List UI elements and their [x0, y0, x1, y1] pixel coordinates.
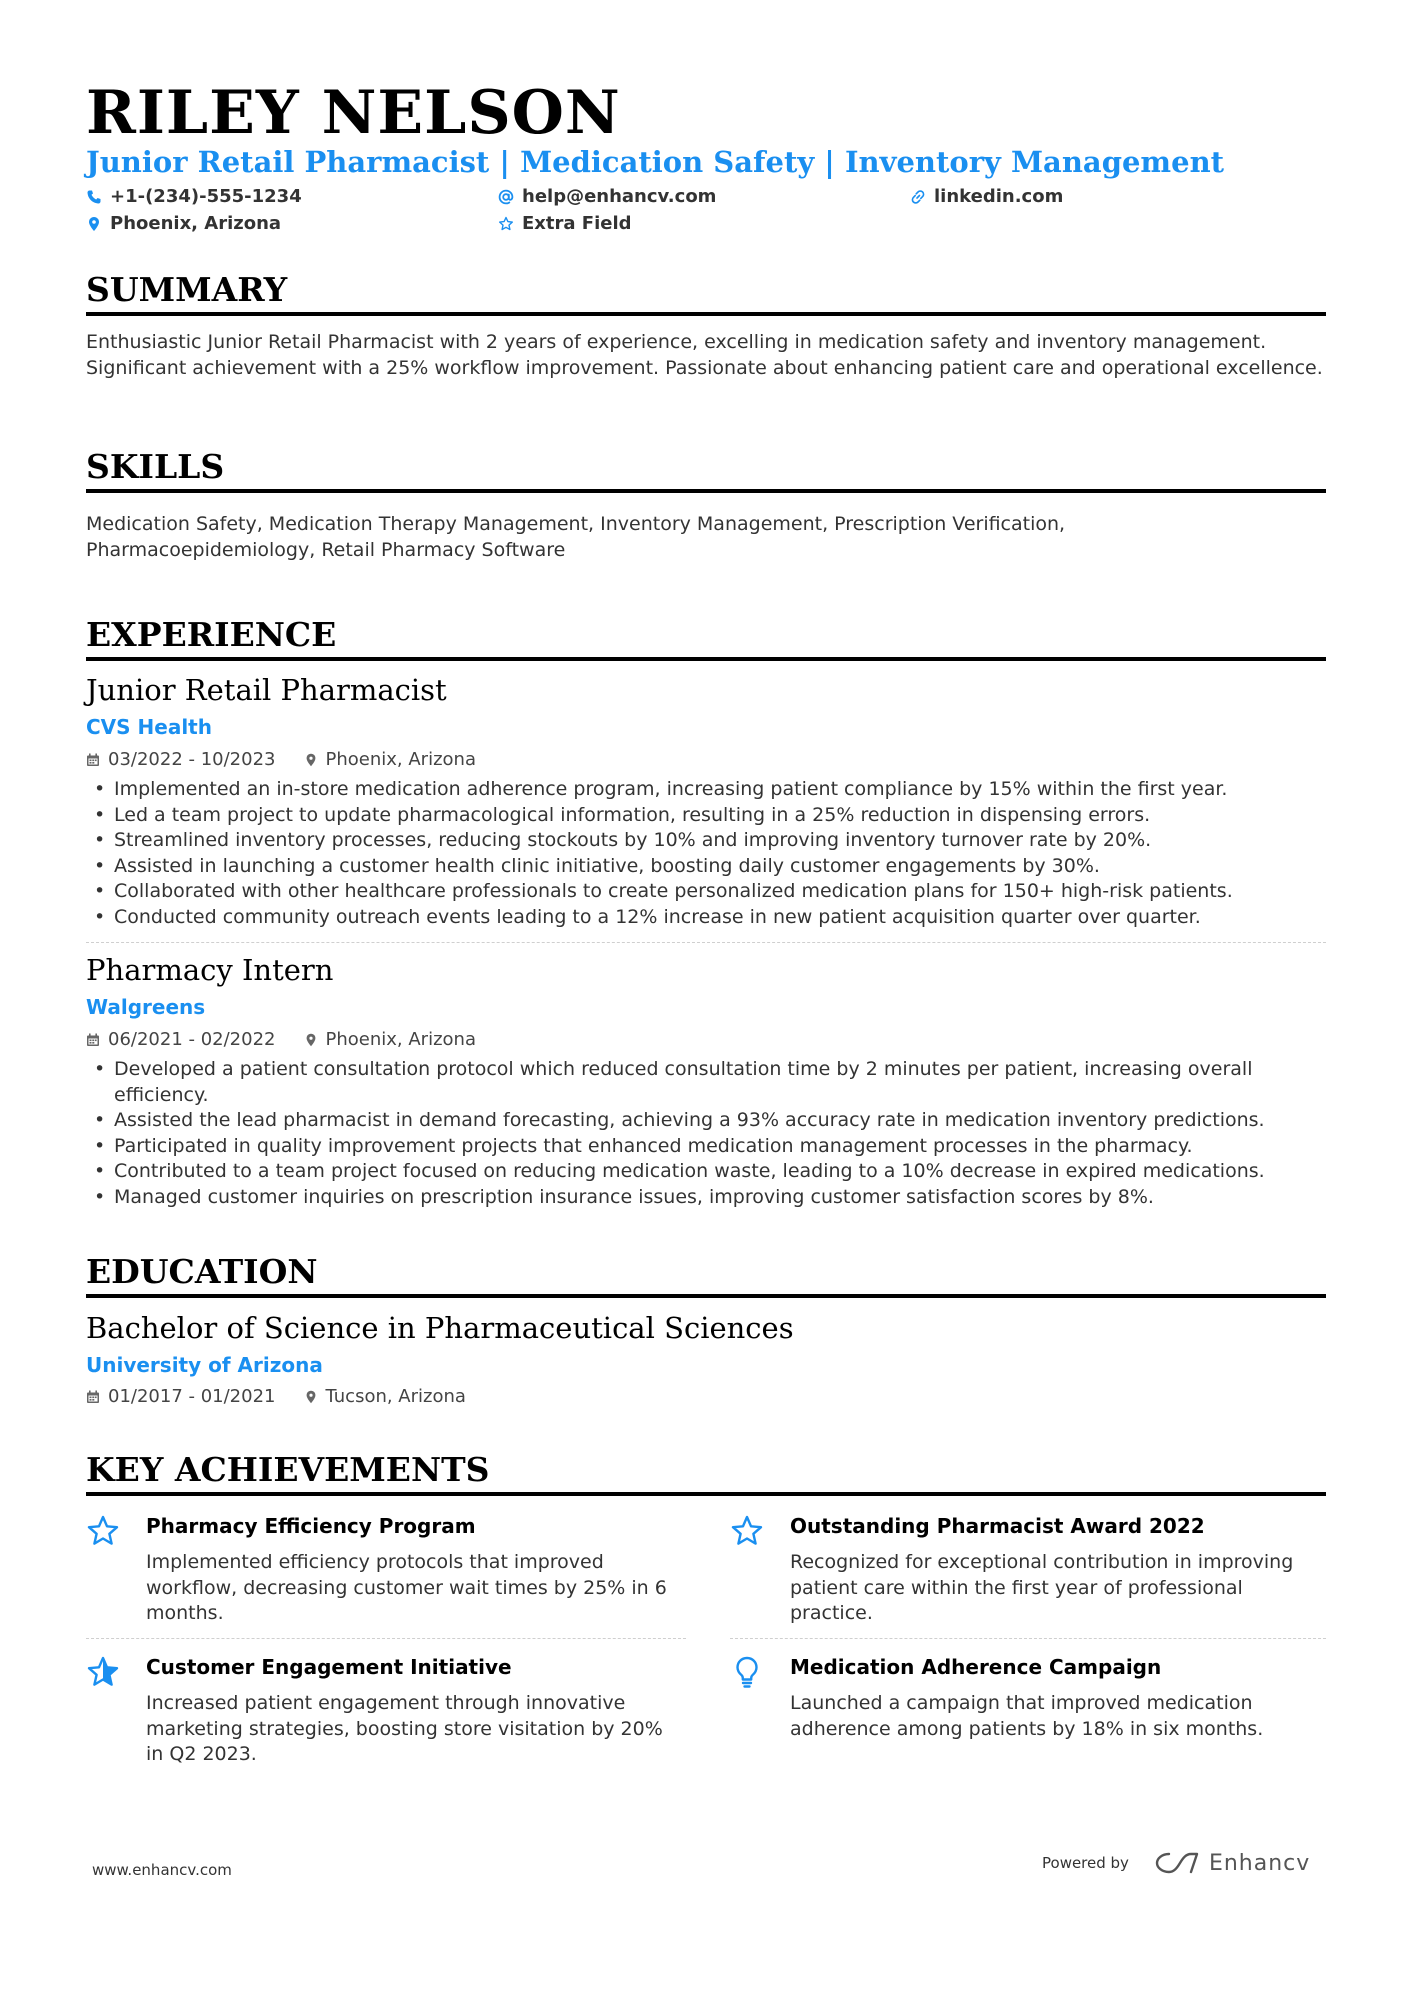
list-item: • Conducted community outreach events leading to a 12% increase in new patient acquisition quarter over quarter. — [86, 905, 1326, 931]
list-item: • Participated in quality improvement projects that enhanced medication management processes in the pharmacy. — [86, 1134, 1326, 1160]
divider — [730, 1638, 1326, 1639]
map-pin-icon — [304, 1390, 318, 1404]
contact-linkedin[interactable] — [910, 185, 1063, 209]
footer-website[interactable]: www.enhancv.com — [92, 1861, 232, 1879]
job-location: Phoenix, Arizona — [325, 1029, 476, 1050]
list-item: • Led a team project to update pharmacological information, resulting in a 25% reduction in dispensing errors. — [86, 803, 1326, 829]
contact-extra — [498, 212, 632, 236]
linkedin-text: linkedin.com — [934, 186, 1064, 207]
list-item: • Managed customer inquiries on prescription insurance issues, improving customer satisfaction scores by 8%. — [86, 1185, 1326, 1211]
star-filled-icon — [86, 1655, 120, 1689]
education-degree: Bachelor of Science in Pharmaceutical Sciences — [86, 1311, 794, 1345]
map-pin-icon — [86, 216, 102, 232]
job-role: Pharmacy Intern — [86, 953, 334, 987]
education-location: Tucson, Arizona — [325, 1386, 466, 1407]
location-text: Phoenix, Arizona — [110, 213, 282, 234]
calendar-icon — [86, 1390, 100, 1404]
job-company[interactable]: CVS Health — [86, 715, 212, 739]
divider — [86, 1638, 686, 1639]
lightbulb-icon — [730, 1655, 764, 1689]
achievement-title: Customer Engagement Initiative — [146, 1655, 512, 1679]
star-outline-icon — [86, 1514, 120, 1548]
achievement-title: Medication Adherence Campaign — [790, 1655, 1162, 1679]
achievement-desc: Implemented efficiency protocols that improved workflow, decreasing customer wait times by 25% in 6 months. — [146, 1551, 667, 1624]
education-school[interactable]: University of Arizona — [86, 1353, 323, 1377]
job-bullets — [86, 1057, 1326, 1210]
job-location: Phoenix, Arizona — [325, 749, 476, 770]
list-item: • Contributed to a team project focused on reducing medication waste, leading to a 10% decrease in expired medications. — [86, 1159, 1326, 1185]
at-sign-icon — [498, 189, 514, 205]
section-title-skills: SKILLS — [86, 447, 1326, 493]
footer-brand[interactable] — [1042, 1850, 1310, 1876]
extra-text: Extra Field — [522, 213, 632, 234]
section-title-summary: SUMMARY — [86, 270, 1326, 316]
phone-icon — [86, 189, 102, 205]
candidate-headline: Junior Retail Pharmacist | Medication Safety | Inventory Management — [86, 145, 1225, 179]
enhancv-logo-icon — [1153, 1850, 1201, 1876]
achievement-desc: Recognized for exceptional contribution in improving patient care within the first year of professional practice. — [790, 1551, 1294, 1624]
job-dates: 03/2022 - 10/2023 — [108, 749, 276, 770]
job-meta — [86, 1028, 476, 1052]
job-role: Junior Retail Pharmacist — [86, 673, 447, 707]
link-icon — [910, 189, 926, 205]
list-item: • Assisted the lead pharmacist in demand forecasting, achieving a 93% accuracy rate in medication inventory predictions. — [86, 1108, 1326, 1134]
job-dates: 06/2021 - 02/2022 — [108, 1029, 276, 1050]
brand-name: Enhancv — [1208, 1850, 1311, 1876]
map-pin-icon — [304, 753, 318, 767]
list-item: • Collaborated with other healthcare professionals to create personalized medication plans for 150+ high-risk patients. — [86, 879, 1326, 905]
achievement-title: Pharmacy Efficiency Program — [146, 1514, 476, 1538]
calendar-icon — [86, 1033, 100, 1047]
list-item: • Streamlined inventory processes, reducing stockouts by 10% and improving inventory turnover rate by 20%. — [86, 828, 1326, 854]
list-item: • Implemented an in-store medication adherence program, increasing patient compliance by 15% within the first year. — [86, 777, 1326, 803]
star-outline-icon — [498, 216, 514, 232]
summary-text: Enthusiastic Junior Retail Pharmacist with 2 years of experience, excelling in medication safety and inventory management. Significant achievement with a 25% workflow improvement. Passionate about enhancing patient care and operational excellence. — [86, 331, 1323, 379]
skills-text: Medication Safety, Medication Therapy Management, Inventory Management, Prescription Verification, Pharmacoepidemiology, Retail Pharmacy Software — [86, 513, 1066, 561]
contact-location — [86, 212, 281, 236]
section-title-achievements: KEY ACHIEVEMENTS — [86, 1450, 1326, 1496]
phone-text: +1-(234)-555-1234 — [110, 186, 302, 207]
achievement-desc: Increased patient engagement through innovative marketing strategies, boosting store visitation by 20% in Q2 2023. — [146, 1692, 663, 1765]
achievement-desc: Launched a campaign that improved medication adherence among patients by 18% in six months. — [790, 1692, 1264, 1740]
contact-phone[interactable] — [86, 185, 302, 209]
list-item: • Developed a patient consultation protocol which reduced consultation time by 2 minutes per patient, increasing overall efficiency. — [86, 1057, 1326, 1108]
job-company[interactable]: Walgreens — [86, 995, 206, 1019]
calendar-icon — [86, 753, 100, 767]
list-item: • Assisted in launching a customer health clinic initiative, boosting daily customer engagements by 30%. — [86, 854, 1326, 880]
job-bullets — [86, 777, 1326, 930]
candidate-name: RILEY NELSON — [86, 78, 621, 148]
education-dates: 01/2017 - 01/2021 — [108, 1386, 276, 1407]
divider — [86, 942, 1326, 943]
achievement-title: Outstanding Pharmacist Award 2022 — [790, 1514, 1205, 1538]
star-outline-icon — [730, 1514, 764, 1548]
email-text: help@enhancv.com — [522, 186, 717, 207]
job-meta — [86, 748, 476, 772]
map-pin-icon — [304, 1033, 318, 1047]
contact-email[interactable] — [498, 185, 716, 209]
powered-by-label: Powered by — [1042, 1854, 1129, 1872]
section-title-education: EDUCATION — [86, 1252, 1326, 1298]
section-title-experience: EXPERIENCE — [86, 615, 1326, 661]
education-meta — [86, 1385, 466, 1409]
